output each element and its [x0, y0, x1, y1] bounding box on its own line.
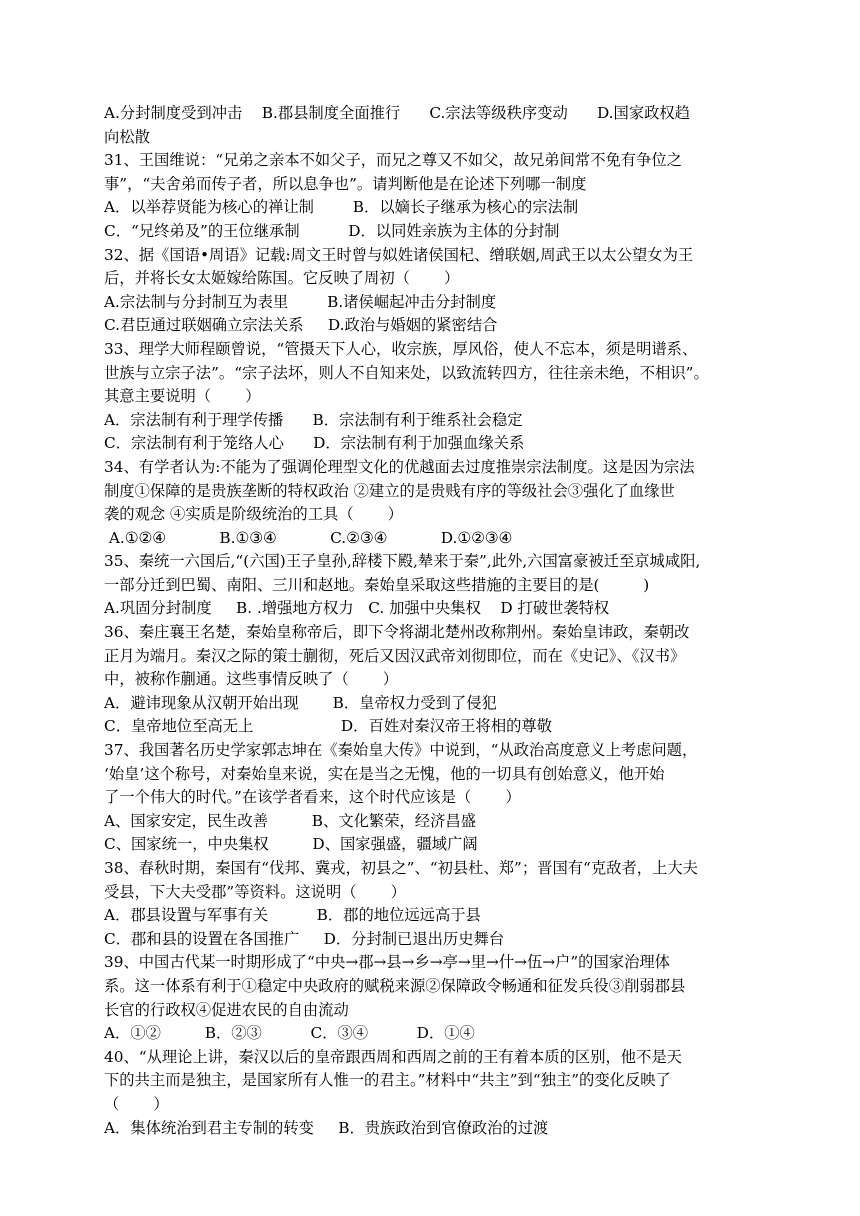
- text-line: 向松散: [104, 127, 150, 146]
- text-line: 40、“从理论上讲，秦汉以后的皇帝跟西周和西周之前的王有着本质的区别，他不是天: [104, 1047, 682, 1066]
- text-line: 31、王国维说：“兄弟之亲本不如父子，而兄之尊又不如父，故兄弟间常不免有争位之: [104, 151, 682, 170]
- text-line: 系。这一体系有利于①稳定中央政府的赋税来源②保障政令畅通和征发兵役③削弱郡县: [104, 976, 686, 995]
- text-line: C.君臣通过联姻确立宗法关系 D.政治与婚姻的紧密结合: [104, 316, 498, 335]
- text-line: A．宗法制有利于理学传播 B．宗法制有利于维系社会稳定: [104, 410, 523, 429]
- text-line: A.①②④ B.①③④ C.②③④ D.①②③④: [104, 528, 513, 547]
- text-line: C．宗法制有利于笼络人心 D．宗法制有利于加强血缘关系: [104, 434, 525, 453]
- text-line: C．郡和县的设置在各国推广 D．分封制已退出历史舞台: [104, 929, 505, 948]
- text-line: 制度①保障的是贵族垄断的特权政治 ②建立的是贵贱有序的等级社会③强化了血缘世: [104, 481, 675, 500]
- text-line: 39、中国古代某一时期形成了“中央→郡→县→乡→亭→里→什→伍→户”的国家治理体: [104, 953, 670, 972]
- text-line: A.宗法制与分封制互为表里 B.诸侯崛起冲击分封制度: [104, 292, 497, 311]
- text-line: A、国家安定，民生改善 B、文化繁荣，经济昌盛: [104, 811, 476, 830]
- text-line: 一部分迁到巴蜀、南阳、三川和赵地。秦始皇采取这些措施的主要目的是( ): [104, 575, 650, 594]
- text-line: A．集体统治到君主专制的转变 B．贵族政治到官僚政治的过渡: [104, 1118, 549, 1137]
- question-text: [104, 102, 764, 1140]
- text-line: 后，并将长女太姬嫁给陈国。它反映了周初（ ）: [104, 269, 460, 288]
- text-line: 世族与立宗子法”。“宗子法坏，则人不自知来处，以致流转四方，往往亲未绝，不相识”。: [104, 363, 709, 382]
- text-line: 下的共主而是独主，是国家所有人惟一的君主。”材料中“共主”到“独主”的变化反映了: [104, 1071, 671, 1090]
- text-line: A．以举荐贤能为核心的禅让制 B．以嫡长子继承为核心的宗法制: [104, 198, 579, 217]
- text-line: C．“兄终弟及”的王位继承制 D．以同姓亲族为主体的分封制: [104, 221, 560, 240]
- text-line: A．避讳现象从汉朝开始出现 B．皇帝权力受到了侵犯: [104, 693, 497, 712]
- text-line: 中，被称作蒯通。这些事情反映了（ ）: [104, 670, 399, 689]
- text-line: ‘始皇’这个称号，对秦始皇来说，实在是当之无愧，他的一切具有创始意义，他开始: [104, 764, 665, 783]
- text-line: 35、秦统一六国后,“(六国)王子皇孙,辞楼下殿,辇来于秦”,此外,六国富豪被迁至京城咸阳,: [104, 552, 701, 571]
- text-line: （ ）: [104, 1094, 169, 1113]
- text-line: 32、据《国语•周语》记载:周文王时曾与姒姓诸侯国杞、缯联姻,周武王以太公望女为王: [104, 245, 694, 264]
- text-line: 34、有学者认为:不能为了强调伦理型文化的优越面去过度推崇宗法制度。这是因为宗法: [104, 457, 695, 476]
- text-line: 其意主要说明（ ）: [104, 387, 261, 406]
- text-line: 33、理学大师程颐曾说，“管摄天下人心，收宗族，厚风俗，使人不忘本，须是明谱系、: [104, 339, 698, 358]
- text-line: C．皇帝地位至高无上 D．百姓对秦汉帝王将相的尊敬: [104, 717, 553, 736]
- text-line: 受县，下大夫受郡”等资料。这说明（ ）: [104, 882, 406, 901]
- text-line: A．郡县设置与军事有关 B．郡的地位远远高于县: [104, 906, 481, 925]
- text-line: 事”，“夫舍弟而传子者，所以息争也”。请判断他是在论述下列哪一制度: [104, 174, 587, 193]
- text-line: A．①② B．②③ C．③④ D．①④: [104, 1024, 475, 1043]
- text-line: A.巩固分封制度 B. .增强地方权力 C. 加强中央集权 D 打破世袭特权: [104, 599, 610, 618]
- text-line: A.分封制度受到冲击 B.郡县制度全面推行 C.宗法等级秩序变动 D.国家政权趋: [104, 104, 691, 122]
- text-line: C、国家统一，中央集权 D、国家强盛，疆域广阔: [104, 835, 478, 854]
- text-line: 38、春秋时期，秦国有“伐邦、冀戎，初县之”、“初县杜、郑”；晋国有“克敌者，上大夫: [104, 859, 698, 877]
- text-line: 长官的行政权④促进农民的自由流动: [104, 1000, 349, 1019]
- text-line: 36、秦庄襄王名楚，秦始皇称帝后，即下令将湖北楚州改称荆州。秦始皇讳政，秦朝改: [104, 623, 690, 642]
- text-line: 袭的观念 ④实质是阶级统治的工具（ ）: [104, 505, 403, 524]
- text-line: 了一个伟大的时代。”在该学者看来，这个时代应该是（ ）: [104, 788, 521, 807]
- text-line: 正月为端月。秦汉之际的策士蒯彻，死后又因汉武帝刘彻即位，而在《史记》、《汉书》: [104, 646, 686, 665]
- text-line: 37、我国著名历史学家郭志坤在《秦始皇大传》中说到，“从政治高度意义上考虑问题，: [104, 741, 698, 760]
